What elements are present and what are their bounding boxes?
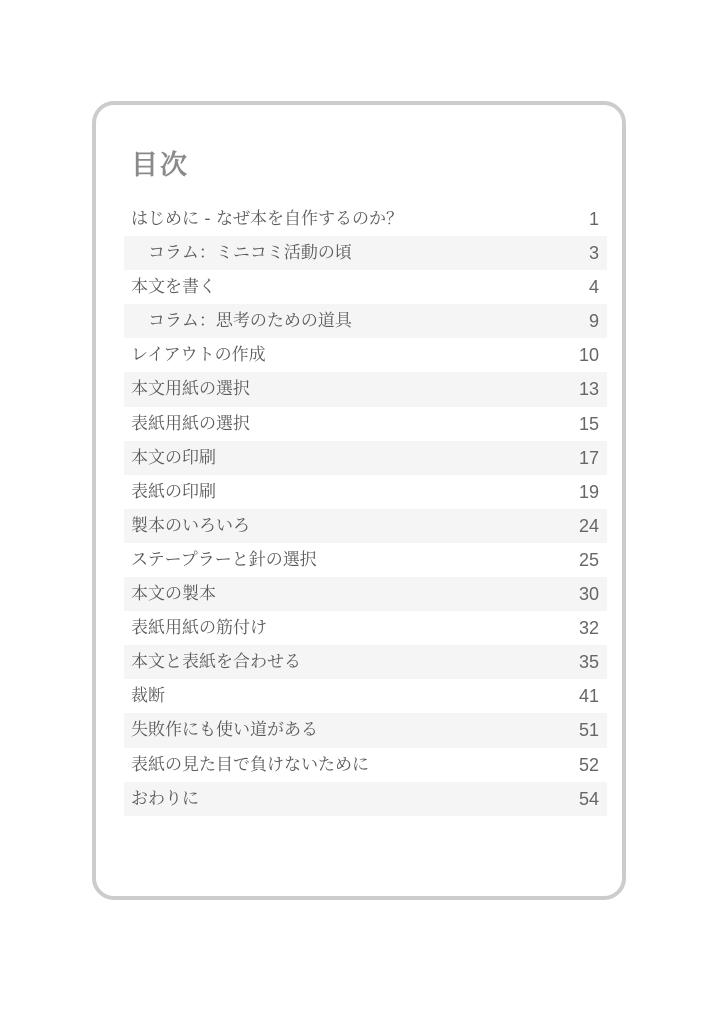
toc-entry-page: 32	[578, 618, 599, 639]
toc-title: 目次	[131, 150, 189, 181]
toc-entry-page: 17	[578, 447, 599, 468]
toc-entry-column-minicomi[interactable]	[124, 236, 607, 270]
toc-entry-label: 表紙の見た目で負けないために	[131, 754, 369, 775]
toc-entry-label: 本文を書く	[131, 277, 216, 298]
toc-entry-cover-paper[interactable]	[124, 407, 607, 441]
toc-entry-label: おわりに	[131, 788, 199, 809]
toc-entry-introduction[interactable]	[124, 202, 607, 236]
toc-entry-body-binding[interactable]	[124, 577, 607, 611]
toc-entry-page: 24	[578, 515, 599, 536]
toc-entry-label: コラム：ミニコミ活動の頃	[148, 243, 352, 264]
toc-entry-label: ステープラーと針の選択	[131, 549, 317, 570]
toc-entry-label: 失敗作にも使い道がある	[131, 720, 318, 741]
toc-entry-label: 表紙の印刷	[131, 481, 216, 502]
toc-entry-page: 1	[588, 209, 599, 229]
toc-entry-page: 41	[578, 686, 599, 707]
toc-entry-page: 35	[578, 652, 599, 673]
toc-entry-page: 54	[578, 788, 599, 809]
toc-entry-page: 51	[578, 720, 599, 741]
toc-entry-label: 製本のいろいろ	[131, 515, 250, 536]
toc-entry-page: 19	[578, 481, 599, 502]
toc-entry-conclusion[interactable]	[124, 782, 607, 816]
toc-entry-label: レイアウトの作成	[131, 345, 266, 366]
toc-entry-page: 52	[578, 754, 599, 775]
toc-entry-page: 30	[578, 584, 599, 605]
toc-entry-label: 本文の印刷	[131, 447, 216, 468]
toc-entry-layout[interactable]	[124, 338, 607, 372]
toc-entry-binding-variety[interactable]	[124, 509, 607, 543]
toc-entry-page: 13	[578, 379, 599, 400]
toc-entry-stapler[interactable]	[124, 543, 607, 577]
toc-entry-label: 表紙用紙の選択	[131, 413, 250, 434]
toc-entry-body-printing[interactable]	[124, 441, 607, 475]
toc-card	[92, 101, 626, 900]
toc-entry-cover-appearance[interactable]	[124, 748, 607, 782]
toc-entry-column-thinking-tools[interactable]	[124, 304, 607, 338]
toc-entry-page: 10	[578, 345, 599, 366]
toc-entry-label: 表紙用紙の筋付け	[131, 618, 267, 639]
toc-entry-label: コラム：思考のための道具	[148, 311, 352, 332]
toc-entry-label: 本文用紙の選択	[131, 379, 250, 400]
toc-entry-label: 本文の製本	[131, 584, 216, 605]
toc-entry-page: 9	[588, 311, 599, 332]
toc-entry-page: 15	[578, 413, 599, 434]
toc-entry-writing-text[interactable]	[124, 270, 607, 304]
toc-entry-label: 本文と表紙を合わせる	[131, 652, 301, 673]
toc-entry-label: 裁断	[131, 686, 165, 707]
toc-entry-cutting[interactable]	[124, 679, 607, 713]
toc-entry-body-paper[interactable]	[124, 372, 607, 406]
toc-entry-label: はじめに - なぜ本を自作するのか？	[131, 209, 403, 229]
toc-list	[124, 202, 607, 816]
toc-entry-page: 4	[588, 277, 599, 298]
toc-entry-scoring[interactable]	[124, 611, 607, 645]
toc-entry-page: 25	[578, 549, 599, 570]
toc-entry-cover-printing[interactable]	[124, 475, 607, 509]
toc-entry-assembly[interactable]	[124, 645, 607, 679]
toc-entry-failures[interactable]	[124, 713, 607, 747]
toc-entry-page: 3	[588, 243, 599, 264]
